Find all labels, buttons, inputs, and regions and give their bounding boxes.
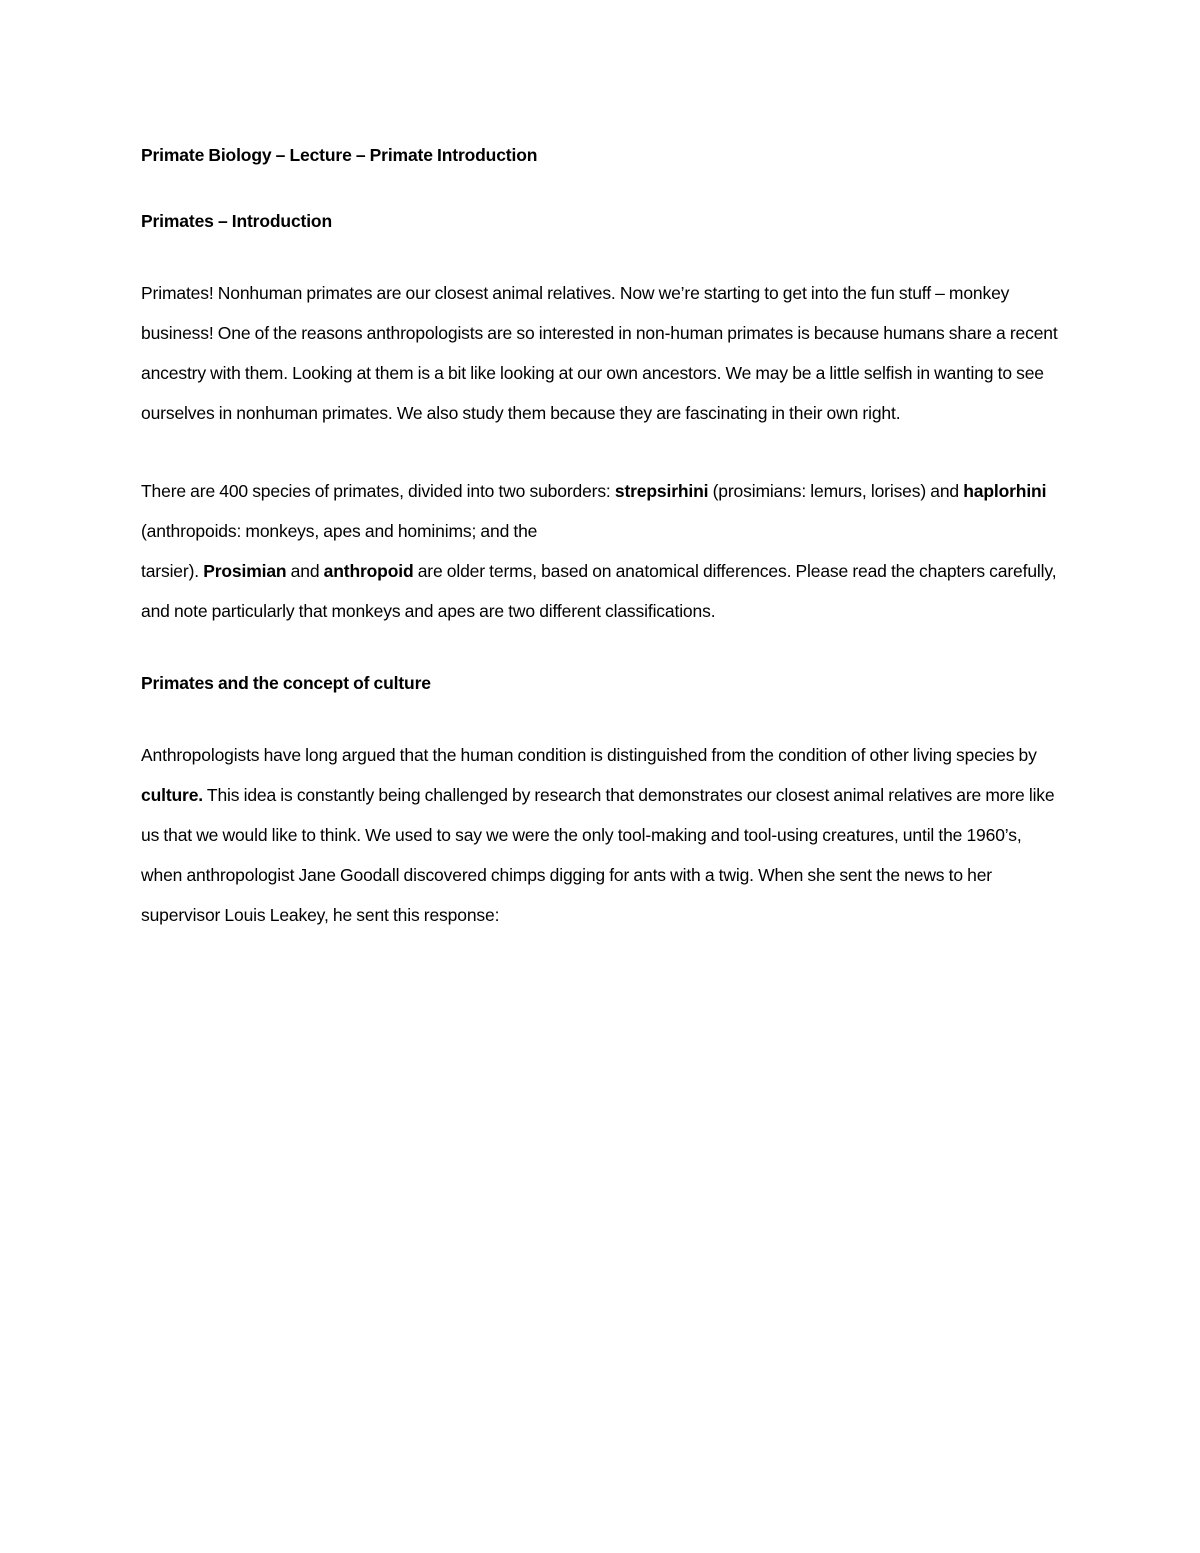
text-run: (anthropoids: monkeys, apes and hominims; and the <box>141 521 538 541</box>
paragraph-suborders <box>141 471 1059 631</box>
term-anthropoid: anthropoid <box>323 561 414 581</box>
text-run: This idea is constantly being challenged by research that demonstrates our closest animal relatives are more like us that we would like to think. We used to say we were the only tool-making and tool-using creatures, until the 1960’s, when anthropologist Jane Goodall discovered chimps digging for ants with a twig. When she sent the news to her supervisor Louis Leakey, he sent this response: <box>141 785 1055 925</box>
text-run: (prosimians: lemurs, lorises) and <box>708 481 964 501</box>
text-run: Anthropologists have long argued that the human condition is distinguished from the condition of other living species by <box>141 745 1037 765</box>
term-culture: culture. <box>141 785 204 805</box>
document-title: Primate Biology – Lecture – Primate Introduction <box>141 145 538 165</box>
paragraph-culture <box>141 735 1059 935</box>
document-body <box>141 141 1059 935</box>
text-run: are older terms, based on anatomical differences. Please read the chapters carefully, and note particularly that monkeys and apes are two different classifications. <box>141 561 1057 621</box>
text-run: tarsier). <box>141 561 204 581</box>
term-prosimian: Prosimian <box>203 561 287 581</box>
term-strepsirhini: strepsirhini <box>614 481 709 501</box>
term-haplorhini: haplorhini <box>963 481 1047 501</box>
paragraph-intro: Primates! Nonhuman primates are our closest animal relatives. Now we’re starting to get into the fun stuff – monkey business! One of the reasons anthropologists are so interested in non-human primates is because humans share a recent ancestry with them. Looking at them is a bit like looking at our own ancestors. We may be a little selfish in wanting to see ourselves in nonhuman primates. We also study them because they are fascinating in their own right. <box>141 283 1058 423</box>
text-run: There are 400 species of primates, divided into two suborders: <box>141 481 615 501</box>
section-heading-culture: Primates and the concept of culture <box>141 673 431 693</box>
text-run: and <box>286 561 324 581</box>
section-heading-introduction: Primates – Introduction <box>141 211 332 231</box>
